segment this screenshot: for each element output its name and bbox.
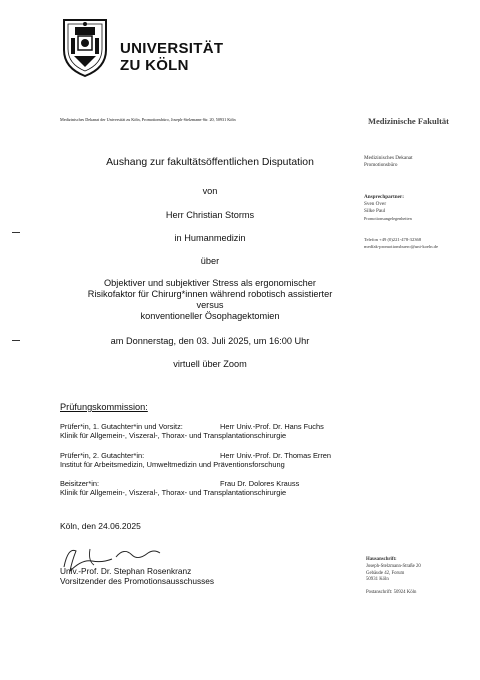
member-name: Herr Univ.-Prof. Dr. Thomas Erren [220,451,332,460]
contact-details [364,237,476,250]
university-seal-logo [60,16,110,78]
fold-mark-middle [12,340,20,341]
member-institution: Klinik für Allgemein-, Viszeral-, Thorax- und Transplantationschirurgie [60,431,287,441]
thesis-title [60,278,360,322]
contact-role: Promotionsangelegenheiten [364,216,412,221]
contact-label: Ansprechpartner: [364,194,404,200]
commission-heading: Prüfungskommission: [60,402,148,412]
field-of-study: in Humanmedizin [174,233,246,243]
signer-title: Vorsitzender des Promotionsausschusses [60,576,215,586]
disputation-location: virtuell über Zoom [173,359,247,369]
address-building: Gebäude 42, Forum [366,570,405,576]
university-name-line1: UNIVERSITÄT [120,40,224,57]
member-role: Beisitzer*in: [60,479,100,488]
member-institution: Klinik für Allgemein-, Viszeral-, Thorax- und Transplantationschirurgie [60,488,287,498]
commission-member [60,422,360,440]
address-city: 50931 Köln [366,577,389,583]
notice-ueber: über [200,256,220,266]
address-block [366,557,476,597]
member-institution: Institut für Arbeitsmedizin, Umweltmedizin und Präventionsforschung [60,460,285,470]
candidate-name: Herr Christian Storms [165,210,255,220]
university-name [120,40,223,74]
disputation-datetime: am Donnerstag, den 03. Juli 2025, um 16:00 Uhr [110,336,310,346]
contact-person-1: Sven Over [364,201,387,207]
thesis-line-3: versus [196,300,224,310]
thesis-line-4: konventioneller Ösophagektomien [140,311,280,321]
member-name: Frau Dr. Dolores Krauss [220,479,300,488]
address-street: Joseph-Stelzmann-Straße 20 [366,563,421,569]
member-role: Prüfer*in, 1. Gutachter*in und Vorsitz: [60,422,183,431]
contact-block [364,194,476,222]
postal-address: Postanschrift: 50924 Köln [366,590,417,596]
office-line2: Promotionsbüro [364,162,398,168]
contact-phone: Telefon +49 (0)221-478-32368 [364,237,422,242]
signer-block [60,566,214,586]
notice-title: Aushang zur fakultätsöffentlichen Disputation [106,157,314,168]
notice-von: von [202,186,218,196]
university-name-line2: ZU KÖLN [120,57,189,74]
place-date: Köln, den 24.06.2025 [60,521,141,531]
sender-line: Medizinisches Dekanat der Universität zu Köln, Promotionsbüro, Joseph-Stelzmann-Str. 20, 50931 Köln [60,117,236,122]
address-label: Hausanschrift: [366,557,397,562]
office-block [364,155,476,169]
commission-member [60,479,360,497]
contact-email[interactable]: medfak-promotionsbuero@uni-koeln.de [364,243,439,249]
thesis-line-1: Objektiver und subjektiver Stress als ergonomischer [104,278,316,288]
signer-name: Univ.-Prof. Dr. Stephan Rosenkranz [60,566,192,576]
fold-mark-top [12,232,20,233]
commission-member [60,451,360,469]
thesis-line-2: Risikofaktor für Chirurg*innen während robotisch assistierter [87,289,333,299]
contact-person-2: Silke Paul [364,208,386,214]
member-name: Herr Univ.-Prof. Dr. Hans Fuchs [220,422,324,431]
faculty-name: Medizinische Fakultät [368,116,449,126]
member-role: Prüfer*in, 2. Gutachter*in: [60,451,145,460]
office-line1: Medizinisches Dekanat [364,155,413,161]
